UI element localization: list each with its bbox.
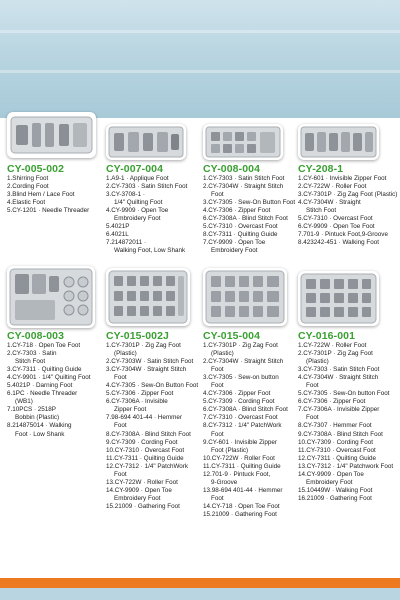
part-list-item: 4.CY-7306 · Zipper Foot	[203, 390, 271, 398]
part-list-item: 5.CY-1201 · Needle Threader	[7, 207, 90, 215]
part-list-item: 9.CY-601 · Invisible Zipper	[203, 438, 277, 446]
part-list-item: 1.CY-601 · Invisible Zipper Foot	[298, 175, 387, 182]
part-list-item: 8.214875014 · Walking	[7, 422, 72, 430]
part-list-item: Foot	[114, 470, 127, 478]
part-list	[298, 175, 397, 247]
part-list-item: Zipper Foot	[114, 406, 147, 414]
part-list-item: Foot	[306, 382, 319, 390]
part-list-item: 5.4021P · Darning Foot	[7, 382, 73, 390]
presser-feet-tray-illustration	[298, 271, 379, 326]
part-list-item: Foot	[211, 494, 224, 502]
part-list-item: Foot	[211, 430, 224, 438]
part-list-item: 1.CY-7301P · Zig Zag Foot	[203, 342, 278, 349]
part-list-item: 9-Groove	[211, 478, 238, 486]
part-list-item: 7.CY-7306A · Invisible Zipper	[298, 406, 380, 414]
product-photo-cy-015-002j	[106, 268, 190, 326]
presser-feet-tray-illustration	[106, 124, 186, 160]
part-list-item: 3.CY-7305 · Sew-on button	[203, 374, 279, 382]
part-list-item: 2.CY-7304W · Straight Stitch	[203, 183, 284, 191]
orange-divider	[0, 578, 400, 588]
set-code: CY-007-004	[106, 163, 164, 175]
part-list	[106, 175, 187, 255]
part-list	[203, 342, 288, 519]
part-list-item: 13.98-694 401-44 · Hemmer	[203, 486, 283, 494]
part-list-item: 6.CY-7306A · Invisible	[106, 398, 168, 406]
part-list-item: 11.CY-7310 · Overcast Foot	[298, 446, 376, 454]
product-photo-cy-016-001	[298, 271, 379, 326]
part-list-item: 7.98-694 401-44 · Hemmer	[106, 414, 182, 422]
part-list-item: 14.CY-9909 · Open Toe	[106, 486, 172, 494]
part-list-item: 9.CY-7308A · Blind Stitch Foot	[298, 430, 383, 438]
part-list-item: 3.CY-7301P · Zig Zag Foot (Plastic)	[298, 191, 398, 199]
part-list-item: 1.A9-1 · Applique Foot	[106, 175, 169, 182]
product-photo-cy-008-003	[7, 266, 95, 328]
part-list-item: 3.CY-7304W · Straight Stitch	[106, 366, 187, 374]
part-list-item: 8.CY-7307 · Hemmer Foot	[298, 422, 372, 430]
part-list-item: 2.CY-7304W · Straight Stitch	[203, 358, 284, 366]
part-list-item: 1.CY-7301P · Zig Zag Foot	[106, 342, 181, 349]
part-list-item: 8.423242-451 · Walking Foot	[298, 239, 379, 247]
part-list-item: 7.701-9 · Pintuck Foot,9-Groove	[298, 231, 388, 239]
part-list-item: 2.CY-722W · Roller Foot	[298, 183, 367, 191]
part-list-item: (WB1)	[15, 398, 33, 406]
part-list-item: Embroidery Foot	[114, 215, 161, 223]
part-list-item: 7.214872011 ·	[106, 239, 147, 247]
part-list-item: Embroidery Foot	[114, 494, 161, 502]
presser-feet-tray-illustration	[203, 124, 283, 160]
bottom-band	[0, 588, 400, 600]
part-list-item: 8.CY-7308A · Blind Stitch Foot	[106, 430, 191, 438]
part-list-item: 1.CY-7303 · Satin Stitch Foot	[203, 175, 285, 182]
part-list-item: 12.CY-7312 · 1/4" PatchWork	[106, 462, 189, 470]
part-list-item: 15.21009 · Gathering Foot	[203, 510, 277, 518]
part-list-item: 2.Cording Foot	[7, 183, 49, 191]
part-list-item: 11.CY-7311 · Quilting Guide	[106, 454, 184, 462]
part-list-item: Walking Foot, Low Shank	[114, 247, 186, 255]
band-stripe	[0, 30, 400, 33]
presser-feet-tray-illustration	[7, 112, 96, 158]
part-list-item: 16.21009 · Gathering Foot	[298, 494, 372, 502]
part-list-item: 1/4" Quilting Foot	[114, 199, 163, 207]
presser-feet-tray-illustration	[7, 266, 95, 328]
part-list-item: 12.CY-7311 · Quilting Guide	[298, 454, 377, 462]
part-list-item: 4.CY-9901 · 1/4" Quilting Foot	[7, 374, 91, 382]
part-list-item: Foot (Plastic)	[211, 446, 249, 454]
part-list	[203, 175, 295, 255]
part-list-item: 7.CY-9909 · Open Toe	[203, 239, 266, 247]
part-list-item: 1.CY-722W · Roller Foot	[298, 342, 367, 349]
part-list	[106, 342, 198, 511]
part-list-item: 4.CY-7305 · Sew-On Button Foot	[106, 382, 199, 390]
part-list-item: 8.CY-7312 · 1/4" PatchWork	[203, 422, 282, 430]
part-list-item: 10.CY-7310 · Overcast Foot	[106, 446, 185, 454]
part-list-item: 2.CY-7301P · Zig Zag Foot	[298, 350, 373, 358]
part-list-item: 6.CY-7308A · Blind Stitch Foot	[203, 215, 288, 223]
set-code: CY-208-1	[298, 163, 344, 175]
part-list-item: Embroidery Foot	[211, 247, 258, 255]
part-list-item: 5.CY-7310 · Overcast Foot	[298, 215, 373, 223]
part-list-item: Foot	[306, 414, 319, 422]
part-list-item: 5.CY-7310 · Overcast Foot	[203, 223, 278, 231]
part-list-item: 1.Shirring Foot	[7, 175, 49, 182]
part-list-item: 3.CY-7311 · Quilting Guide	[7, 366, 82, 374]
part-list-item: Foot	[211, 366, 224, 374]
part-list-item: 4.Elastic Foot	[7, 199, 46, 207]
part-list-item: Foot	[114, 374, 127, 382]
presser-feet-tray-illustration	[298, 124, 379, 160]
part-list	[7, 175, 89, 215]
part-list-item: Embroidery Foot	[306, 478, 353, 486]
part-list-item: 4.CY-9909 · Open Toe	[106, 207, 169, 215]
part-list-item: 3.CY-7303 · Satin Stitch Foot	[298, 366, 380, 374]
part-list-item: 4.CY-7304W · Straight Stitch	[298, 374, 379, 382]
part-list-item: Foot	[114, 422, 127, 430]
part-list-item: 10.CY-722W · Roller Foot	[203, 454, 275, 462]
part-list-item: Bobbin (Plastic)	[15, 414, 60, 422]
part-list-item: 2.CY-7303 · Satin	[7, 350, 57, 358]
part-list-item: 8.CY-7311 · Quilting Guide	[203, 231, 278, 239]
part-list-item: Stitch Foot	[306, 207, 337, 215]
part-list-item: 7.CY-7310 · Overcast Foot	[203, 414, 278, 422]
set-code: CY-016-001	[298, 330, 356, 342]
part-list-item: 5.4021P	[106, 223, 130, 231]
part-list-item: 1.CY-718 · Open Toe Foot	[7, 342, 81, 349]
part-list-item: (Plastic)	[114, 350, 137, 358]
band-stripe	[0, 70, 400, 73]
part-list-item: 10.CY-7309 · Cording Foot	[298, 438, 374, 446]
part-list-item: 6.4021L	[106, 231, 129, 239]
set-code: CY-015-004	[203, 330, 261, 342]
product-photo-cy-005-002	[7, 112, 96, 158]
part-list-item: 14.CY-718 · Open Toe Foot	[203, 502, 280, 510]
part-list-item: 13.CY-7312 · 1/4" Patchwork Foot	[298, 462, 394, 470]
part-list-item: 3.Blind Hem / Lace Foot	[7, 191, 75, 199]
product-photo-cy-208-1	[298, 124, 379, 160]
part-list-item: 14.CY-9909 · Open Toe	[298, 470, 364, 478]
part-list-item: 3.CY-3708-1 ·	[106, 191, 145, 199]
part-list-item: Stitch Foot	[15, 358, 46, 366]
part-list-item: (Plastic)	[306, 358, 329, 366]
set-code: CY-008-003	[7, 330, 65, 342]
part-list-item: (Plastic)	[211, 350, 234, 358]
part-list-item: 3.CY-7305 · Sew-On Button Foot	[203, 199, 296, 207]
part-list-item: 2.CY-7303 · Satin Stitch Foot	[106, 183, 188, 191]
presser-feet-tray-illustration	[203, 268, 287, 326]
presser-feet-tray-illustration	[106, 268, 190, 326]
part-list-item: 11.CY-7311 · Quilting Guide	[203, 462, 281, 470]
part-list-item: Foot · Low Shank	[15, 430, 65, 438]
part-list-item: 15.10449W · Walking Foot	[298, 486, 373, 494]
part-list-item: Foot	[211, 191, 224, 199]
part-list	[298, 342, 393, 503]
part-list-item: 6.CY-7306 · Zipper Foot	[298, 398, 366, 406]
part-list-item: 5.CY-7306 · Zipper Foot	[106, 390, 174, 398]
part-list-item: 6.1PC · Needle Threader	[7, 390, 78, 398]
part-list-item: 7.10PCS · 2518P	[7, 406, 57, 414]
sky-band	[0, 0, 400, 118]
part-list-item: Foot	[211, 382, 224, 390]
part-list-item: 9.CY-7309 · Cording Foot	[106, 438, 178, 446]
part-list-item: 6.CY-7308A · Blind Stitch Foot	[203, 406, 288, 414]
product-photo-cy-007-004	[106, 124, 186, 160]
part-list-item: 15.21009 · Gathering Foot	[106, 502, 180, 510]
part-list-item: 2.CY-7303W · Satin Stitch Foot	[106, 358, 194, 366]
set-code: CY-005-002	[7, 163, 65, 175]
part-list-item: 12.701-9 · Pintuck Foot,	[203, 470, 271, 478]
part-list	[7, 342, 91, 439]
part-list-item: 4.CY-7304W · Straight	[298, 199, 361, 207]
part-list-item: 5.CY-7309 · Cording Foot	[203, 398, 275, 406]
part-list-item: 6.CY-9909 · Open Toe Foot	[298, 223, 375, 231]
product-photo-cy-015-004	[203, 268, 287, 326]
part-list-item: 5.CY-7305 · Sew-On button Foot	[298, 390, 390, 398]
product-photo-cy-008-004	[203, 124, 283, 160]
part-list-item: 4.CY-7306 · Zipper Foot	[203, 207, 271, 215]
part-list-item: 13.CY-722W · Roller Foot	[106, 478, 178, 486]
set-code: CY-015-002J	[106, 330, 169, 342]
set-code: CY-008-004	[203, 163, 261, 175]
